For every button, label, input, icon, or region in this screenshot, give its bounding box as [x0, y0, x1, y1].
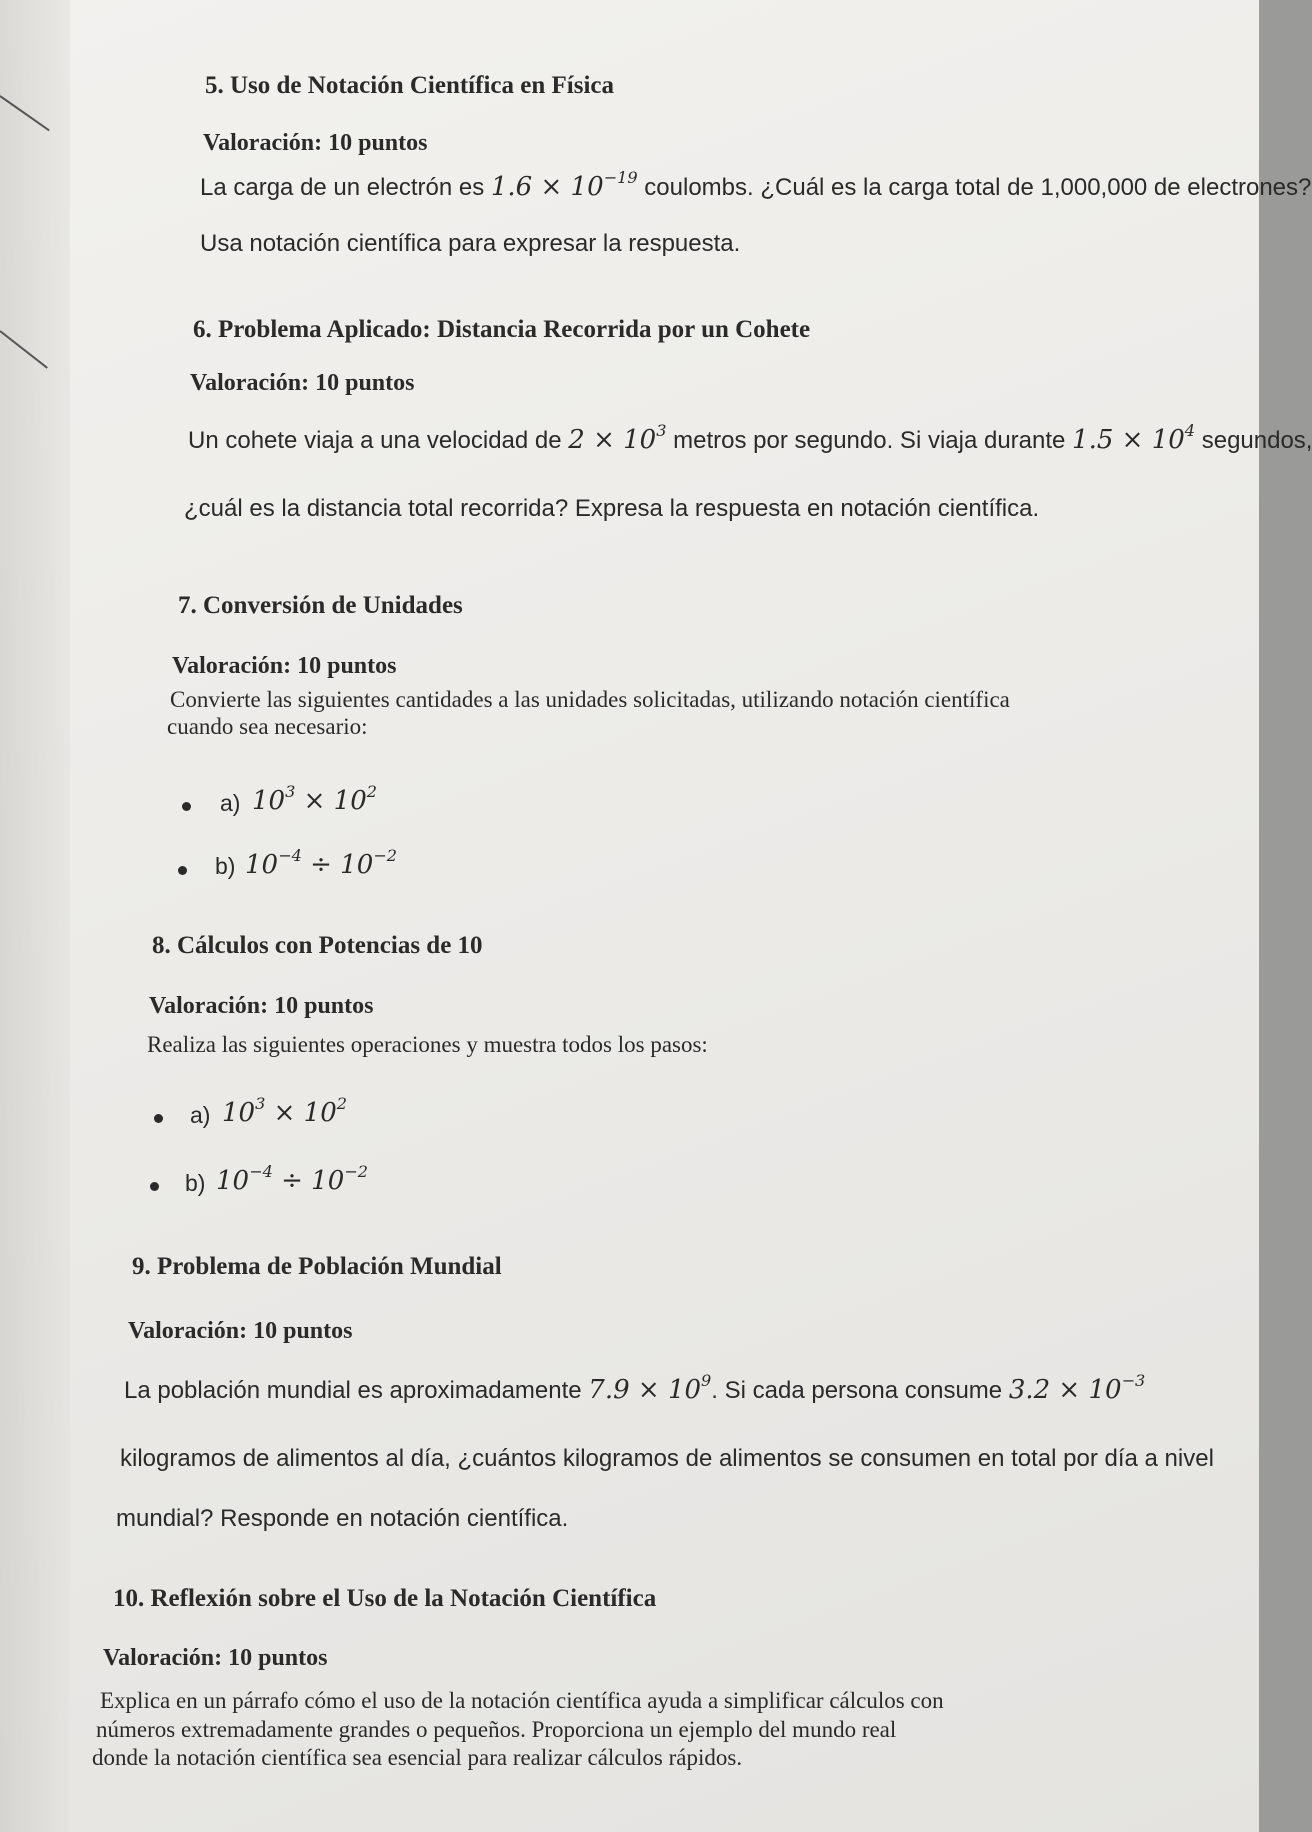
page-edge-shadow	[0, 0, 70, 1832]
section-8-title: 8. Cálculos con Potencias de 10	[152, 932, 483, 959]
rocket-speed-math: $2 \times 10^3$	[568, 420, 667, 455]
section-10-prompt-line-1: Explica en un párrafo cómo el uso de la notación científica ayuda a simplificar cálculos con	[100, 1688, 944, 1713]
s8-item-b-expression: $10^{-4} \div 10^{-2}$	[216, 1161, 369, 1196]
section-10-valoracion: Valoración: 10 puntos	[103, 1645, 328, 1671]
bullet-icon	[182, 802, 191, 811]
s5-text-2: coulombs. ¿Cuál es la carga total de 1,000,000 de electrones?	[644, 174, 1312, 201]
section-7-instructions-line-2: cuando sea necesario:	[167, 714, 368, 739]
s7-item-b-expression: $10^{-4} \div 10^{-2}$	[245, 845, 398, 880]
s7-item-b-label: b)	[215, 853, 236, 879]
bullet-icon	[178, 866, 187, 875]
section-10-title: 10. Reflexión sobre el Uso de la Notación Científica	[113, 1585, 657, 1612]
section-6-question-line-1	[188, 420, 1312, 455]
section-7-valoracion: Valoración: 10 puntos	[172, 653, 397, 679]
s6-text-2: metros por segundo. Si viaja durante	[673, 427, 1066, 454]
section-5-valoracion: Valoración: 10 puntos	[203, 130, 428, 156]
electron-charge-math: $1.6 \times 10^{-19}$	[490, 167, 638, 202]
section-5-question-line-2: Usa notación científica para expresar la respuesta.	[200, 230, 741, 257]
section-6-title: 6. Problema Aplicado: Distancia Recorrida por un Cohete	[193, 316, 811, 343]
s6-text-1: Un cohete viaja a una velocidad de	[188, 427, 562, 454]
s9-text-1: La población mundial es aproximadamente	[124, 1377, 582, 1404]
section-7-title: 7. Conversión de Unidades	[178, 592, 463, 619]
section-6-question-line-2: ¿cuál es la distancia total recorrida? Expresa la respuesta en notación científica.	[184, 495, 1040, 522]
food-consumption-math: $3.2 \times 10^{-3}$	[1008, 1370, 1146, 1405]
section-9-valoracion: Valoración: 10 puntos	[128, 1318, 353, 1344]
s8-item-b-label: b)	[185, 1170, 206, 1196]
rocket-time-math: $1.5 \times 10^4$	[1072, 420, 1196, 455]
bullet-icon	[154, 1114, 163, 1123]
s7-item-a-expression: $10^3 \times 10^2$	[252, 781, 378, 816]
s7-item-a-label: a)	[220, 790, 241, 816]
world-population-math: $7.9 \times 10^9$	[588, 1370, 712, 1405]
section-8-valoracion: Valoración: 10 puntos	[149, 993, 374, 1019]
section-5-title: 5. Uso de Notación Científica en Física	[205, 72, 614, 99]
s5-text-1: La carga de un electrón es	[200, 174, 485, 201]
section-6-valoracion: Valoración: 10 puntos	[190, 370, 415, 396]
s9-text-2: . Si cada persona consume	[711, 1377, 1003, 1404]
section-9-question-line-2: kilogramos de alimentos al día, ¿cuántos kilogramos de alimentos se consumen en total por día a nivel	[120, 1445, 1214, 1472]
section-8-instructions: Realiza las siguientes operaciones y muestra todos los pasos:	[147, 1032, 708, 1057]
section-10-prompt-line-3: donde la notación científica sea esencial para realizar cálculos rápidos.	[92, 1745, 743, 1770]
s6-text-3: segundos,	[1201, 427, 1312, 454]
section-9-question-line-3: mundial? Responde en notación científica.	[116, 1505, 569, 1532]
section-10-prompt-line-2: números extremadamente grandes o pequeños. Proporciona un ejemplo del mundo real	[96, 1717, 897, 1742]
s8-item-a-expression: $10^3 \times 10^2$	[222, 1093, 348, 1128]
section-9-question-line-1	[124, 1370, 1146, 1405]
bullet-icon	[150, 1182, 159, 1191]
section-5-question-line-1	[200, 167, 1312, 202]
section-7-instructions-line-1: Convierte las siguientes cantidades a las unidades solicitadas, utilizando notación científica	[170, 687, 1010, 712]
section-9-title: 9. Problema de Población Mundial	[132, 1253, 502, 1280]
s8-item-a-label: a)	[190, 1102, 211, 1128]
